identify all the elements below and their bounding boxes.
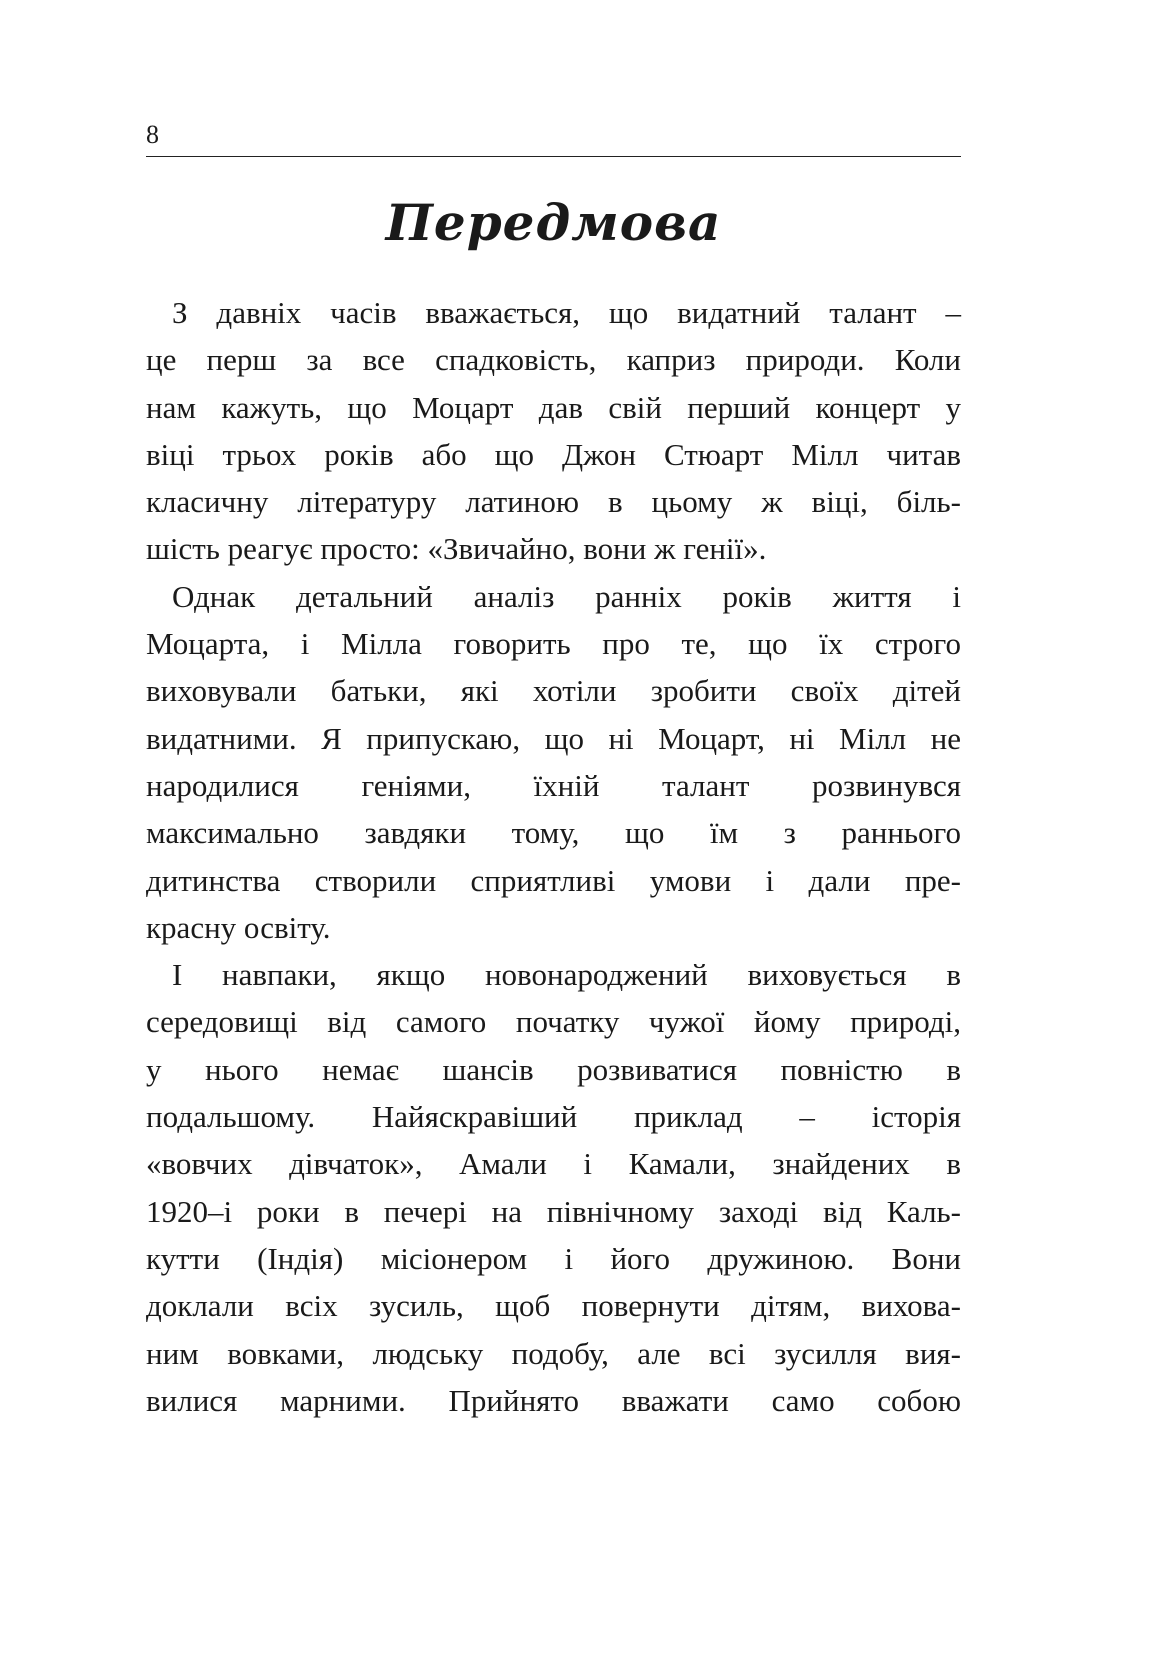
text-line: це перш за все спадковість, каприз природи. Коли: [146, 342, 961, 378]
text-line: «вовчих дівчаток», Амали і Камали, знайдених в: [146, 1146, 961, 1182]
text-line: доклали всіх зусиль, щоб повернути дітям, вихова-: [146, 1288, 961, 1324]
paragraph: [146, 573, 961, 951]
text-line: виховували батьки, які хотіли зробити своїх дітей: [146, 673, 961, 709]
text-line: І навпаки, якщо новонароджений виховується в: [172, 957, 961, 993]
text-line: Однак детальний аналіз ранніх років життя і: [172, 578, 961, 614]
text-line: у нього немає шансів розвиватися повністю в: [146, 1051, 961, 1087]
text-line: дитинства створили сприятливі умови і дали пре-: [146, 862, 961, 898]
text-line: максимально завдяки тому, що їм з раннього: [146, 815, 961, 851]
text-line: красну освіту.: [146, 909, 331, 945]
text-line: віці трьох років або що Джон Стюарт Мілл читав: [146, 436, 961, 472]
body-text: [146, 289, 961, 1424]
text-line: вилися марними. Прийнято вважати само собою: [146, 1382, 961, 1418]
text-line: нам кажуть, що Моцарт дав свій перший концерт у: [146, 389, 961, 425]
text-line: Моцарта, і Мілла говорить про те, що їх строго: [146, 626, 961, 662]
text-line: середовищі від самого початку чужої йому природі,: [146, 1004, 961, 1040]
paragraph: [146, 289, 961, 573]
paragraph: [146, 951, 961, 1424]
text-line: класичну літературу латиною в цьому ж віці, біль-: [146, 484, 961, 520]
text-line: шість реагує просто: «Звичайно, вони ж генії».: [146, 531, 767, 567]
text-line: кутти (Індія) місіонером і його дружиною. Вони: [146, 1240, 961, 1276]
text-line: З давніх часів вважається, що видатний талант –: [172, 295, 961, 330]
text-line: 1920–і роки в печері на північному заході від Каль-: [146, 1193, 961, 1229]
text-line: народилися геніями, їхній талант розвинувся: [146, 767, 961, 803]
page-number: 8: [146, 120, 159, 149]
header-rule: [146, 156, 961, 157]
text-line: ним вовками, людську подобу, але всі зусилля вия-: [146, 1335, 961, 1371]
chapter-title: Передмова: [385, 193, 722, 252]
text-line: подальшому. Найяскравіший приклад – історія: [146, 1099, 961, 1135]
text-line: видатними. Я припускаю, що ні Моцарт, ні Мілл не: [146, 720, 961, 756]
